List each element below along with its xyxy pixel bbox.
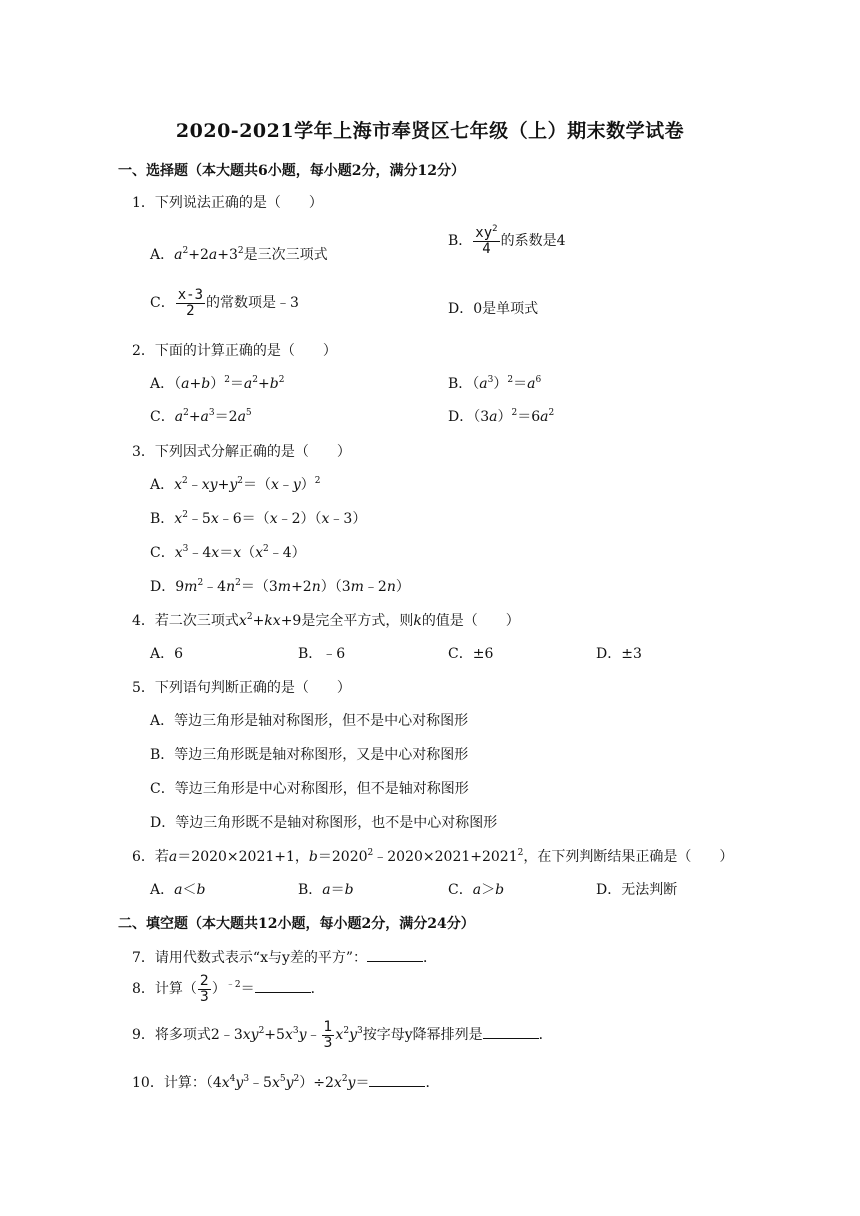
question-5-option-c: C．等边三角形是中心对称图形，但不是轴对称图形 [150,781,469,797]
question-5-option-b: B．等边三角形既是轴对称图形，又是中心对称图形 [150,747,469,763]
fraction-2-over-3: $\frac{2}{3}$ [199,973,209,1005]
question-4-option-c: C．±6 [448,646,494,662]
question-1-option-b: B． $\frac{xy^2}{4}$ 的系数是4 [448,224,566,257]
section-heading-fill: 二、填空题（本大题共12小题，每小题2分，满分24分） [118,916,475,932]
question-4-option-d: D．±3 [596,646,642,662]
question-1-option-a: A．$a^2+2a+3^2$是三次三项式 [150,246,328,263]
question-4-stem: 4．若二次三项式$x^2+kx+9$是完全平方式，则k的值是（ ） [132,612,520,629]
section-heading-choice: 一、选择题（本大题共6小题，每小题2分，满分12分） [118,163,465,179]
question-6-option-d: D．无法判断 [596,882,678,898]
page-title: 2020-2021学年上海市奉贤区七年级（上）期末数学试卷 [175,120,685,142]
fraction-x-3-over-2: $\frac{x-3}{2}$ [177,287,204,319]
question-5-option-a: A．等边三角形是轴对称图形，但不是中心对称图形 [150,713,469,729]
fraction-1-over-3: $\frac{1}{3}$ [323,1019,333,1051]
question-1-option-c: C． $\frac{x-3}{2}$ 的常数项是﹣3 [150,287,299,319]
question-9: 9．将多项式$2﹣3xy^2+5x^3y﹣$ $\frac{1}{3}$ $x^2y^3$按字母y降幂排列是 ． [132,1019,553,1051]
question-4-option-b: B．﹣6 [298,646,346,662]
question-7: 7．请用代数式表示“x与y差的平方”： ． [132,950,438,966]
answer-blank [255,980,311,993]
answer-blank [367,949,423,962]
question-3-option-c: C．$x^3﹣4x=x(x^2﹣4)$ [150,544,306,561]
question-10: 10．计算：$(4x^4y^3﹣5x^5y^2)\div 2x^2y=$ ． [132,1074,440,1091]
answer-blank [483,1026,539,1039]
question-6-stem: 6．若a＝2020×2021+1，$b=2020^2﹣2020\times 2021+2021^2$，在下列判断结果正确是（ ） [132,848,734,865]
question-6-option-b: B．a＝b [298,882,354,898]
question-6-option-c: C．a＞b [448,882,505,898]
question-2-option-c: C．$a^2+a^3=2a^5$ [150,408,252,425]
question-1-stem: 1．下列说法正确的是（ ） [132,195,323,211]
question-3-option-a: A．$x^2﹣xy+y^2=(x﹣y)^2$ [150,476,321,493]
answer-blank [369,1074,425,1087]
question-8: 8．计算（ $\frac{2}{3}$ ）$^{﹣2}$＝ ． [132,973,325,1005]
question-2-option-d: D．$(3a)^2=6a^2$ [448,408,555,425]
question-2-stem: 2．下面的计算正确的是（ ） [132,343,337,359]
question-2-option-a: A．$(a+b)^2=a^2+b^2$ [150,375,285,392]
question-2-option-b: B．$(a^3)^2=a^6$ [448,375,542,392]
fraction-xy2-over-4: $\frac{xy^2}{4}$ [475,224,498,257]
question-3-option-d: D．$9m^2﹣4n^2=(3m+2n)(3m﹣2n)$ [150,578,410,595]
question-1-option-d: D．0是单项式 [448,301,539,317]
question-4-option-a: A．6 [150,646,184,662]
question-3-option-b: B．$x^2﹣5x﹣6=(x﹣2)(x﹣3)$ [150,510,367,527]
question-6-option-a: A．a＜b [150,882,206,898]
question-5-stem: 5．下列语句判断正确的是（ ） [132,680,351,696]
question-5-option-d: D．等边三角形既不是轴对称图形，也不是中心对称图形 [150,815,498,831]
question-3-stem: 3．下列因式分解正确的是（ ） [132,444,351,460]
